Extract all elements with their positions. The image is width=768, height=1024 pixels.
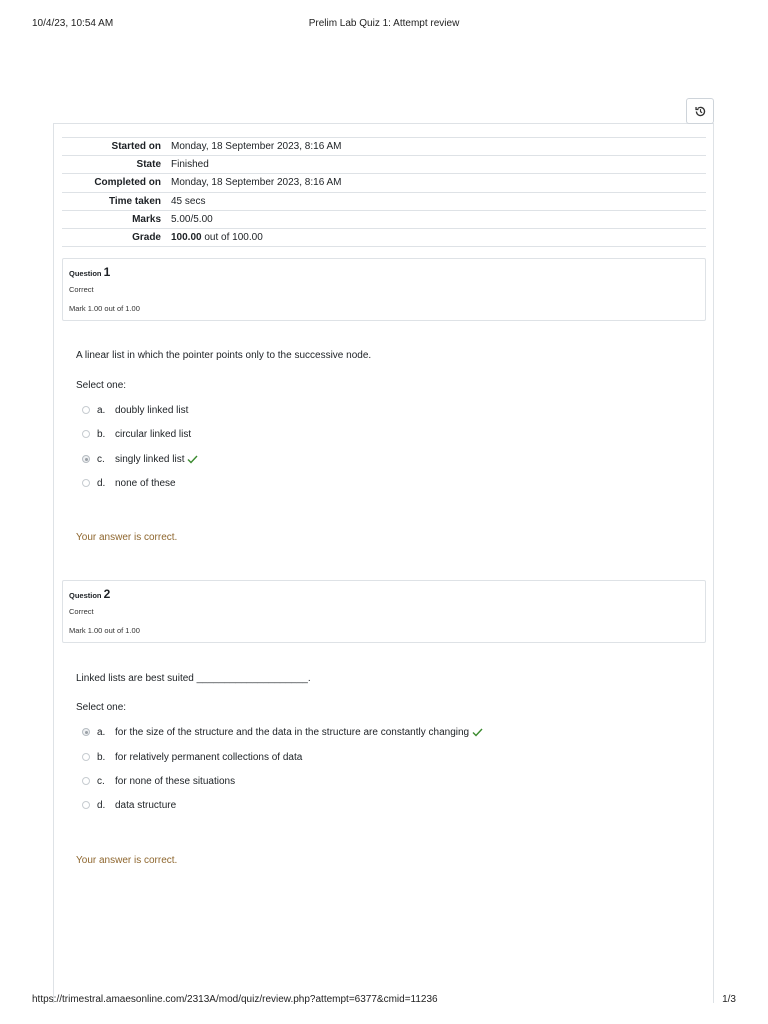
summary-label: Marks — [132, 213, 161, 225]
option-letter: b. — [97, 428, 106, 440]
answer-feedback: Your answer is correct. — [76, 532, 178, 543]
question-num: 1 — [103, 265, 111, 279]
question-state: Correct — [69, 285, 94, 294]
option-letter: d. — [97, 799, 106, 811]
question-grade: Mark 1.00 out of 1.00 — [69, 626, 140, 635]
option-letter: c. — [97, 775, 105, 787]
answer-option-d[interactable] — [82, 476, 176, 490]
summary-label: State — [136, 159, 161, 171]
print-footer — [32, 994, 736, 1008]
answer-option-a[interactable] — [82, 403, 188, 417]
summary-value: Monday, 18 September 2023, 8:16 AM — [171, 141, 342, 153]
summary-label: Grade — [132, 232, 161, 244]
summary-row-state — [62, 156, 706, 174]
option-text: for relatively permanent collections of data — [115, 751, 303, 763]
grade-value: 100.00 — [171, 232, 202, 244]
answer-option-b[interactable] — [82, 750, 302, 764]
radio-button-selected[interactable] — [82, 728, 90, 736]
question-number — [69, 587, 110, 601]
summary-row-started — [62, 138, 706, 156]
page-number: 1/3 — [722, 994, 736, 1005]
question-label: Question — [69, 591, 102, 600]
question-state: Correct — [69, 607, 94, 616]
option-text: data structure — [115, 799, 177, 811]
check-icon — [472, 728, 483, 737]
option-letter: c. — [97, 453, 105, 465]
summary-row-completed — [62, 174, 706, 192]
answer-option-a[interactable] — [82, 725, 483, 739]
summary-label: Started on — [111, 141, 161, 153]
check-icon — [187, 455, 198, 464]
review-panel — [53, 123, 714, 1003]
print-date: 10/4/23, 10:54 AM — [32, 18, 114, 29]
option-text: none of these — [115, 477, 176, 489]
question-info-2 — [62, 580, 706, 643]
question-text: A linear list in which the pointer points only to the successive node. — [76, 350, 372, 361]
radio-button[interactable] — [82, 406, 90, 414]
radio-button[interactable] — [82, 753, 90, 761]
option-letter: a. — [97, 404, 106, 416]
option-text: singly linked list — [115, 453, 185, 465]
radio-button-selected[interactable] — [82, 455, 90, 463]
question-info-1 — [62, 258, 706, 321]
history-icon — [694, 105, 707, 118]
question-num: 2 — [103, 587, 111, 601]
summary-value: 5.00/5.00 — [171, 213, 213, 225]
question-text: Linked lists are best suited ____________________. — [76, 673, 311, 684]
summary-row-grade — [62, 228, 706, 246]
grade-out-of: out of 100.00 — [201, 232, 263, 244]
summary-row-time-taken — [62, 192, 706, 210]
question-label: Question — [69, 269, 102, 278]
select-one-prompt: Select one: — [76, 380, 127, 391]
radio-button[interactable] — [82, 479, 90, 487]
answer-feedback: Your answer is correct. — [76, 855, 178, 866]
option-letter: d. — [97, 477, 106, 489]
attempt-summary-table — [62, 137, 706, 247]
answer-option-d[interactable] — [82, 798, 176, 812]
answer-option-c[interactable] — [82, 774, 235, 788]
summary-value: Monday, 18 September 2023, 8:16 AM — [171, 177, 342, 189]
summary-label: Time taken — [108, 195, 161, 207]
option-letter: b. — [97, 751, 106, 763]
select-one-prompt: Select one: — [76, 702, 127, 713]
print-header — [32, 18, 736, 32]
summary-value — [171, 228, 706, 246]
question-number — [69, 265, 110, 279]
summary-label: Completed on — [94, 177, 161, 189]
option-letter: a. — [97, 726, 106, 738]
option-text: for none of these situations — [115, 775, 236, 787]
answer-option-c[interactable] — [82, 452, 198, 466]
radio-button[interactable] — [82, 801, 90, 809]
radio-button[interactable] — [82, 777, 90, 785]
print-title: Prelim Lab Quiz 1: Attempt review — [308, 18, 460, 29]
question-grade: Mark 1.00 out of 1.00 — [69, 304, 140, 313]
summary-value: 45 secs — [171, 195, 206, 207]
answer-option-b[interactable] — [82, 427, 191, 441]
option-text: for the size of the structure and the data in the structure are constantly changing — [115, 726, 470, 738]
option-text: circular linked list — [115, 428, 192, 440]
radio-button[interactable] — [82, 430, 90, 438]
summary-value: Finished — [171, 159, 209, 171]
option-text: doubly linked list — [115, 404, 189, 416]
print-url: https://trimestral.amaesonline.com/2313A/mod/quiz/review.php?attempt=6377&cmid=11236 — [32, 994, 438, 1005]
summary-row-marks — [62, 210, 706, 228]
history-button[interactable] — [686, 98, 714, 124]
